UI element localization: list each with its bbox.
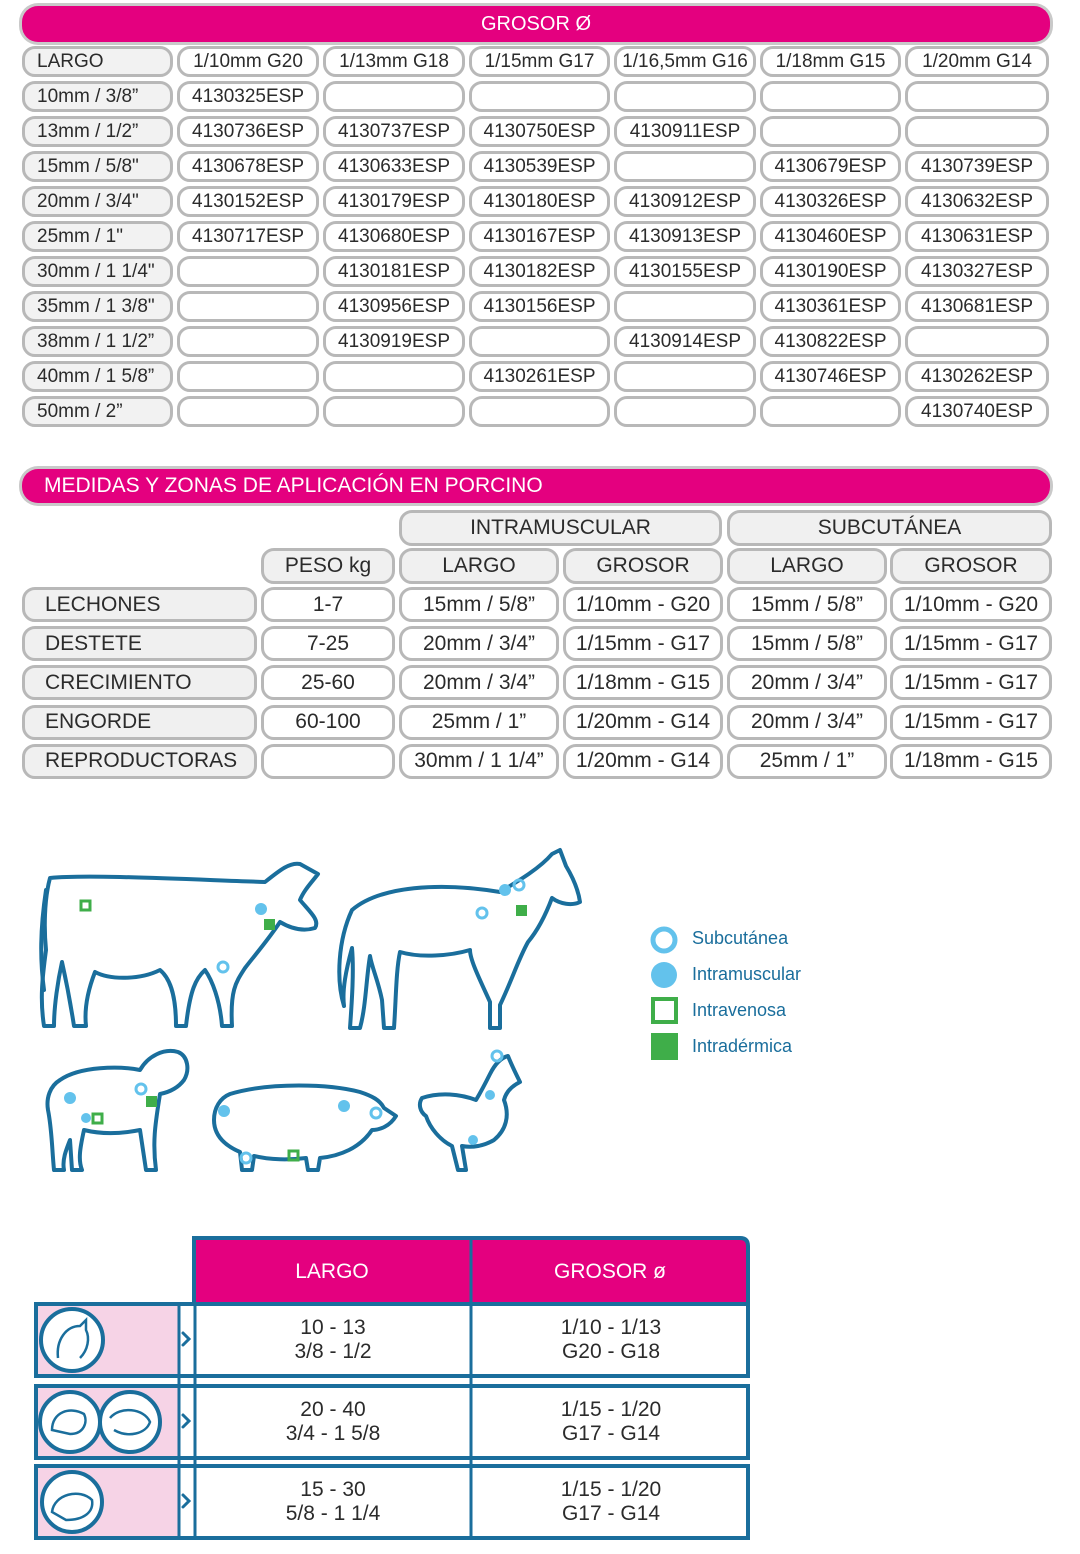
porcino-cell: 1/15mm - G17 xyxy=(563,626,723,661)
product-code-cell: 4130913ESP xyxy=(614,221,756,252)
porcino-row-label: DESTETE xyxy=(22,626,257,661)
product-code-cell xyxy=(905,81,1049,112)
species-largo-line: 3/4 - 1 5/8 xyxy=(285,1422,381,1445)
product-code-cell: 4130740ESP xyxy=(905,396,1049,427)
species-grosor-cell xyxy=(474,1386,748,1458)
column-header: 1/10mm G20 xyxy=(177,46,319,77)
species-largo-line: 10 - 13 xyxy=(300,1316,366,1339)
species-grosor-line: G20 - G18 xyxy=(561,1340,661,1363)
porcino-cell: 1/10mm - G20 xyxy=(563,587,723,622)
species-largo-cell xyxy=(196,1386,470,1458)
product-code-cell: 4130460ESP xyxy=(760,221,901,252)
porcino-header: GROSOR xyxy=(890,548,1052,584)
porcino-cell: 1/15mm - G17 xyxy=(890,665,1052,700)
row-label: 10mm / 3/8” xyxy=(22,81,173,112)
intramuscular-marker xyxy=(255,903,267,915)
porcino-header: LARGO xyxy=(727,548,887,584)
row-label: 35mm / 1 3/8" xyxy=(22,291,173,322)
intramuscular-marker xyxy=(218,1105,230,1117)
product-code-cell xyxy=(469,396,610,427)
product-code-cell xyxy=(177,361,319,392)
legend-intramuscular: Intramuscular xyxy=(692,964,802,984)
species-grosor-line: 1/15 - 1/20 xyxy=(560,1478,662,1501)
product-code-cell: 4130156ESP xyxy=(469,291,610,322)
product-code-cell: 4130678ESP xyxy=(177,151,319,182)
chicken-icon xyxy=(420,1056,520,1170)
product-code-cell: 4130326ESP xyxy=(760,186,901,217)
species-header-largo: LARGO xyxy=(295,1260,369,1283)
animals-illustration xyxy=(0,830,600,1190)
porcino-cell: 30mm / 1 1/4” xyxy=(399,744,559,779)
product-code-cell xyxy=(614,396,756,427)
filled-square-icon xyxy=(651,1033,678,1060)
product-code-cell: 4130912ESP xyxy=(614,186,756,217)
species-grosor-line: 1/15 - 1/20 xyxy=(560,1398,662,1421)
product-code-cell: 4130631ESP xyxy=(905,221,1049,252)
product-code-cell: 4130914ESP xyxy=(614,326,756,357)
product-code-cell xyxy=(614,151,756,182)
porcino-cell: 15mm / 5/8” xyxy=(727,587,887,622)
product-code-cell xyxy=(905,326,1049,357)
product-code-cell xyxy=(614,361,756,392)
row-label: 50mm / 2” xyxy=(22,396,173,427)
cow-icon xyxy=(42,864,318,1026)
intradermica-marker xyxy=(264,919,275,930)
product-code-cell: 4130717ESP xyxy=(177,221,319,252)
porcino-cell: 20mm / 3/4” xyxy=(727,705,887,740)
intramuscular-marker xyxy=(468,1135,478,1145)
porcino-cell: 20mm / 3/4” xyxy=(727,665,887,700)
intravenosa-marker xyxy=(93,1114,102,1123)
intravenosa-marker xyxy=(289,1151,298,1160)
legend-subcutanea: Subcutánea xyxy=(692,928,789,948)
product-code-cell: 4130261ESP xyxy=(469,361,610,392)
species-largo-line: 15 - 30 xyxy=(300,1478,366,1501)
product-code-cell: 4130190ESP xyxy=(760,256,901,287)
row-label: 20mm / 3/4" xyxy=(22,186,173,217)
porcino-cell: 20mm / 3/4” xyxy=(399,626,559,661)
porcino-cell: 1/18mm - G15 xyxy=(890,744,1052,779)
injection-markers xyxy=(64,880,527,1163)
product-code-cell xyxy=(177,396,319,427)
product-code-cell: 4130681ESP xyxy=(905,291,1049,322)
species-grosor-line: G17 - G14 xyxy=(561,1502,661,1525)
grosor-title: GROSOR Ø xyxy=(480,12,591,35)
row-label: 40mm / 1 5/8” xyxy=(22,361,173,392)
porcino-cell: 1/15mm - G17 xyxy=(890,705,1052,740)
product-code-cell xyxy=(177,326,319,357)
product-code-cell: 4130182ESP xyxy=(469,256,610,287)
product-code-cell xyxy=(614,291,756,322)
product-code-cell xyxy=(760,116,901,147)
product-code-cell: 4130327ESP xyxy=(905,256,1049,287)
porcino-header: GROSOR xyxy=(563,548,723,584)
legend-intravenosa: Intravenosa xyxy=(692,1000,787,1020)
column-header: 1/15mm G17 xyxy=(469,46,610,77)
product-code-cell: 4130956ESP xyxy=(323,291,465,322)
species-largo-cell xyxy=(196,1304,470,1376)
dot-icon xyxy=(651,962,677,988)
row-label: 13mm / 1/2” xyxy=(22,116,173,147)
product-code-cell: 4130736ESP xyxy=(177,116,319,147)
product-code-cell: 4130181ESP xyxy=(323,256,465,287)
product-code-cell xyxy=(905,116,1049,147)
product-code-cell: 4130180ESP xyxy=(469,186,610,217)
species-grosor-line: 1/10 - 1/13 xyxy=(560,1316,662,1339)
group-intramuscular: INTRAMUSCULAR xyxy=(399,510,722,546)
row-label: 30mm / 1 1/4" xyxy=(22,256,173,287)
product-code-cell xyxy=(177,291,319,322)
porcino-cell: 1/20mm - G14 xyxy=(563,744,723,779)
product-code-cell xyxy=(323,361,465,392)
porcino-cell: 1/15mm - G17 xyxy=(890,626,1052,661)
porcino-row-label: CRECIMIENTO xyxy=(22,665,257,700)
product-code-cell xyxy=(323,81,465,112)
porcino-cell: 60-100 xyxy=(261,705,395,740)
product-code-cell: 4130680ESP xyxy=(323,221,465,252)
product-code-cell: 4130746ESP xyxy=(760,361,901,392)
porcino-cell: 20mm / 3/4” xyxy=(399,665,559,700)
subcutanea-marker xyxy=(218,962,228,972)
product-code-cell: 4130361ESP xyxy=(760,291,901,322)
row-label: 15mm / 5/8" xyxy=(22,151,173,182)
subcutanea-marker xyxy=(241,1153,251,1163)
porcino-cell: 1/20mm - G14 xyxy=(563,705,723,740)
subcutanea-marker xyxy=(371,1108,381,1118)
product-code-cell xyxy=(469,81,610,112)
product-code-cell xyxy=(323,396,465,427)
species-grosor-cell xyxy=(474,1466,748,1538)
intravenosa-marker xyxy=(81,901,90,910)
species-largo-cell xyxy=(196,1466,470,1538)
porcino-cell: 7-25 xyxy=(261,626,395,661)
legend-icons xyxy=(648,924,688,1064)
column-header: 1/18mm G15 xyxy=(760,46,901,77)
product-code-cell: 4130750ESP xyxy=(469,116,610,147)
product-code-cell: 4130739ESP xyxy=(905,151,1049,182)
intramuscular-marker xyxy=(485,1090,495,1100)
species-grosor-line: G17 - G14 xyxy=(561,1422,661,1445)
product-code-cell xyxy=(760,396,901,427)
subcutanea-marker xyxy=(136,1084,146,1094)
porcino-cell: 25-60 xyxy=(261,665,395,700)
horse-icon xyxy=(339,850,580,1028)
column-header: 1/16,5mm G16 xyxy=(614,46,756,77)
column-header: 1/20mm G14 xyxy=(905,46,1049,77)
product-code-cell: 4130155ESP xyxy=(614,256,756,287)
product-code-cell xyxy=(760,81,901,112)
species-largo-line: 5/8 - 1 1/4 xyxy=(285,1502,381,1525)
product-code-cell: 4130632ESP xyxy=(905,186,1049,217)
sheep-icon xyxy=(48,1051,188,1170)
column-header: 1/13mm G18 xyxy=(323,46,465,77)
porcino-header: LARGO xyxy=(399,548,559,584)
species-grosor-cell xyxy=(474,1304,748,1376)
porcino-cell: 15mm / 5/8” xyxy=(727,626,887,661)
product-code-cell xyxy=(469,326,610,357)
product-code-cell: 4130539ESP xyxy=(469,151,610,182)
porcino-cell: 1/18mm - G15 xyxy=(563,665,723,700)
product-code-cell: 4130179ESP xyxy=(323,186,465,217)
hollow-square-icon xyxy=(653,999,676,1022)
product-code-cell: 4130911ESP xyxy=(614,116,756,147)
product-code-cell: 4130822ESP xyxy=(760,326,901,357)
subcutanea-marker xyxy=(514,880,524,890)
product-code-cell xyxy=(177,256,319,287)
legend-intradermica: Intradérmica xyxy=(692,1036,793,1056)
intramuscular-marker xyxy=(499,884,511,896)
subcutanea-marker xyxy=(492,1051,502,1061)
product-code-cell: 4130152ESP xyxy=(177,186,319,217)
product-code-cell: 4130919ESP xyxy=(323,326,465,357)
species-largo-line: 3/8 - 1/2 xyxy=(294,1340,372,1363)
intradermica-marker xyxy=(146,1096,157,1107)
subcutanea-marker xyxy=(477,908,487,918)
product-code-cell xyxy=(614,81,756,112)
species-header-grosor: GROSOR ø xyxy=(553,1260,666,1283)
porcino-row-label: REPRODUCTORAS xyxy=(22,744,257,779)
intramuscular-marker xyxy=(64,1092,76,1104)
intramuscular-marker xyxy=(338,1100,350,1112)
species-largo-line: 20 - 40 xyxy=(300,1398,366,1421)
row-label: 25mm / 1" xyxy=(22,221,173,252)
product-code-cell: 4130679ESP xyxy=(760,151,901,182)
product-code-cell: 4130262ESP xyxy=(905,361,1049,392)
porcino-header: PESO kg xyxy=(261,548,395,584)
product-code-cell: 4130737ESP xyxy=(323,116,465,147)
product-code-cell: 4130325ESP xyxy=(177,81,319,112)
ring-icon xyxy=(653,929,675,951)
intramuscular-marker xyxy=(81,1113,91,1123)
porcino-cell: 25mm / 1” xyxy=(727,744,887,779)
porcino-cell: 15mm / 5/8” xyxy=(399,587,559,622)
product-code-cell: 4130167ESP xyxy=(469,221,610,252)
product-code-cell: 4130633ESP xyxy=(323,151,465,182)
corner-label-largo: LARGO xyxy=(22,46,173,77)
porcino-cell: 25mm / 1” xyxy=(399,705,559,740)
intradermica-marker xyxy=(516,905,527,916)
group-subcutanea: SUBCUTÁNEA xyxy=(727,510,1052,546)
porcino-row-label: LECHONES xyxy=(22,587,257,622)
porcino-cell: 1/10mm - G20 xyxy=(890,587,1052,622)
porcino-row-label: ENGORDE xyxy=(22,705,257,740)
porcino-cell xyxy=(261,744,395,779)
row-label: 38mm / 1 1/2” xyxy=(22,326,173,357)
porcino-title: MEDIDAS Y ZONAS DE APLICACIÓN EN PORCINO xyxy=(44,474,543,497)
porcino-cell: 1-7 xyxy=(261,587,395,622)
